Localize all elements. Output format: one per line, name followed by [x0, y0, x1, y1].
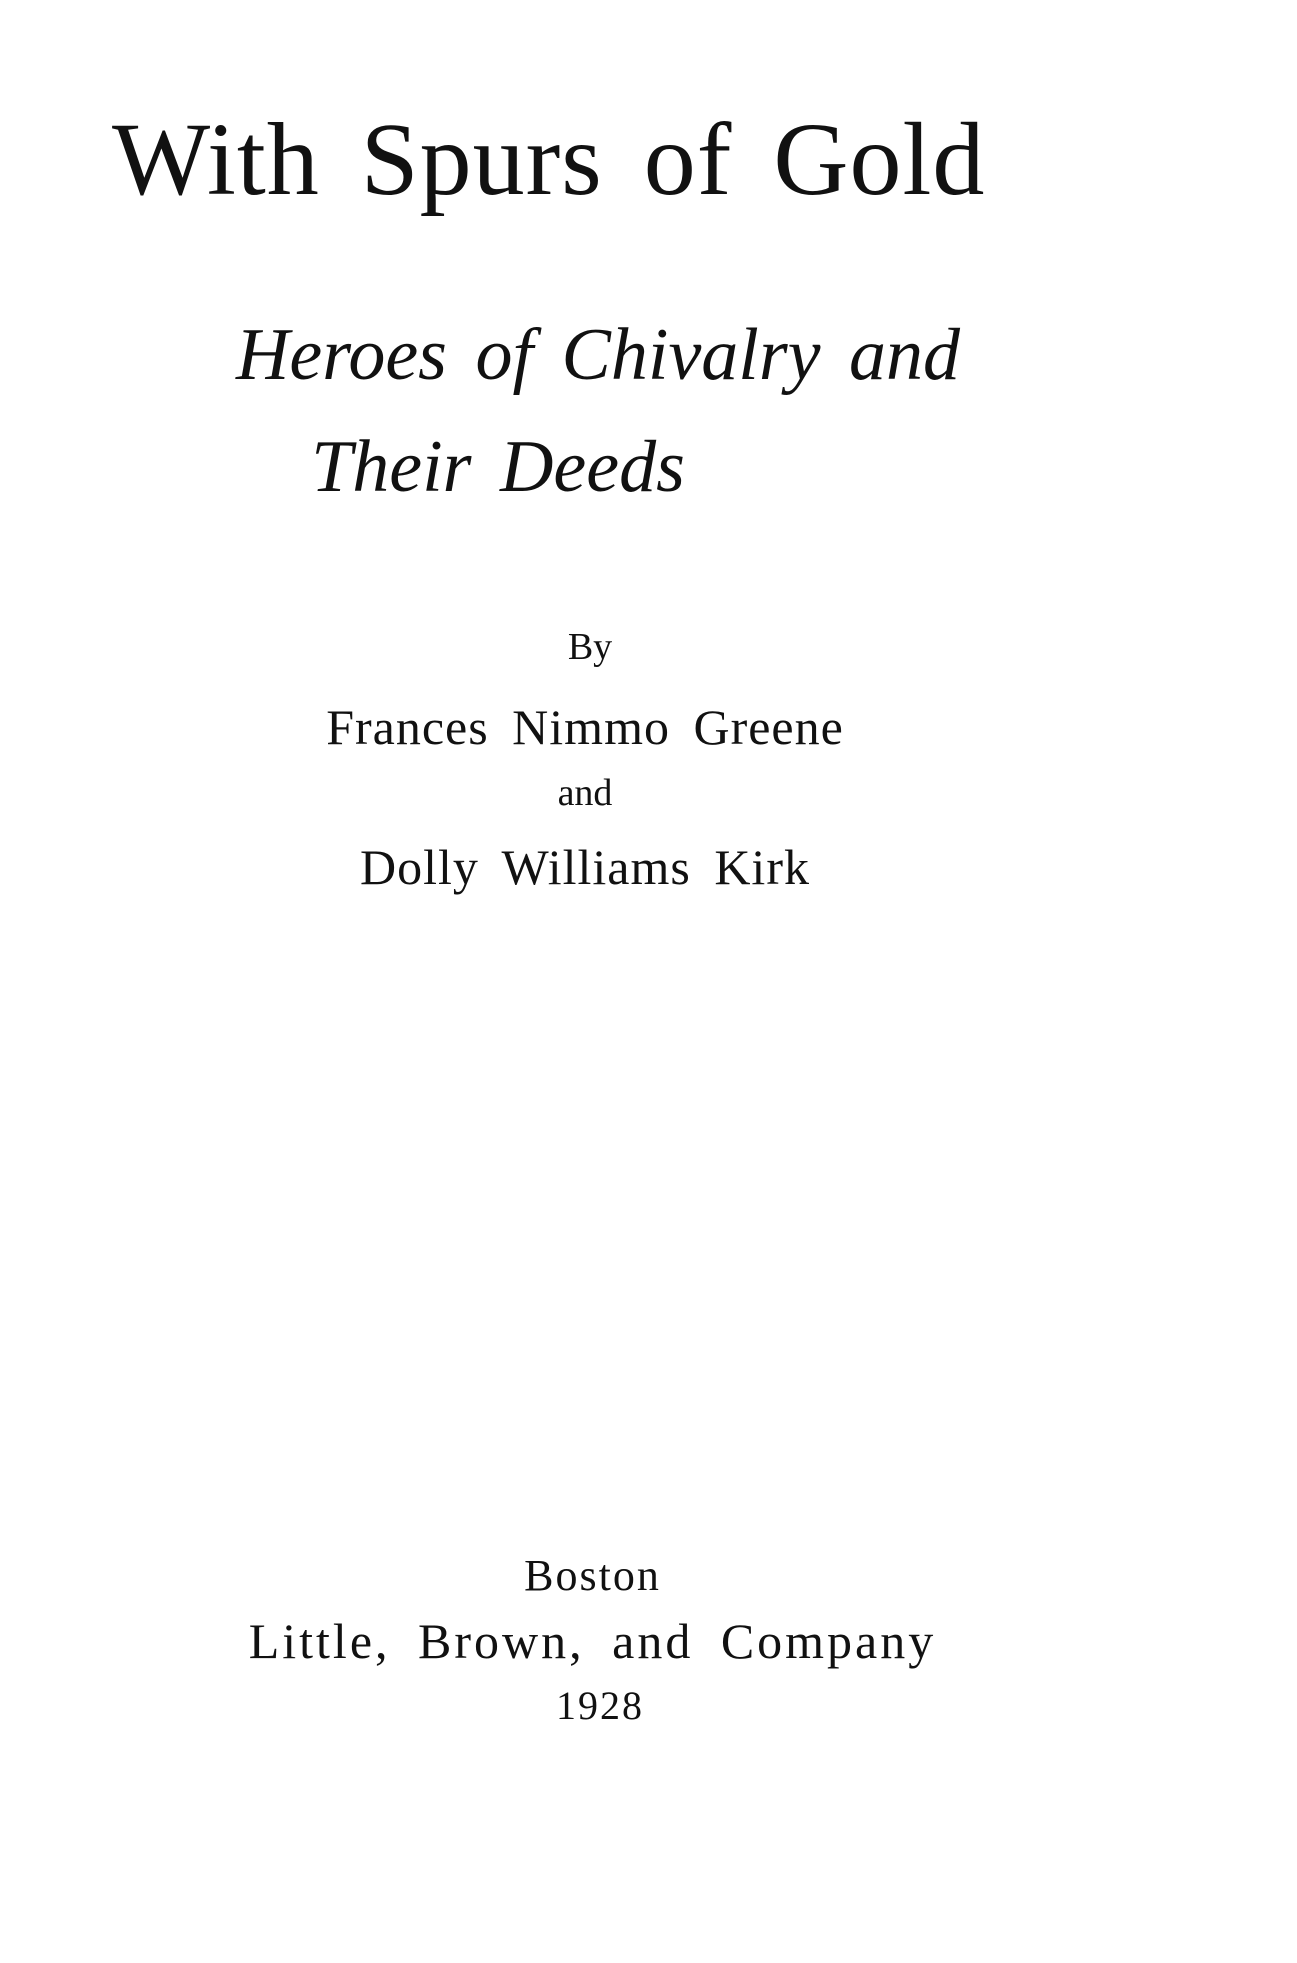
publication-year: 1928 [556, 1683, 644, 1728]
by-label: By [567, 626, 613, 668]
author-name-1: Frances Nimmo Greene [326, 699, 844, 755]
book-title: With Spurs of Gold [112, 102, 986, 217]
subtitle-line-2: Their Deeds [311, 426, 685, 508]
author-name-2: Dolly Williams Kirk [360, 839, 810, 895]
publisher-name: Little, Brown, and Company [248, 1613, 937, 1669]
publisher-city: Boston [524, 1551, 661, 1600]
subtitle-line-1: Heroes of Chivalry and [235, 314, 960, 396]
author-conjunction: and [557, 772, 613, 814]
